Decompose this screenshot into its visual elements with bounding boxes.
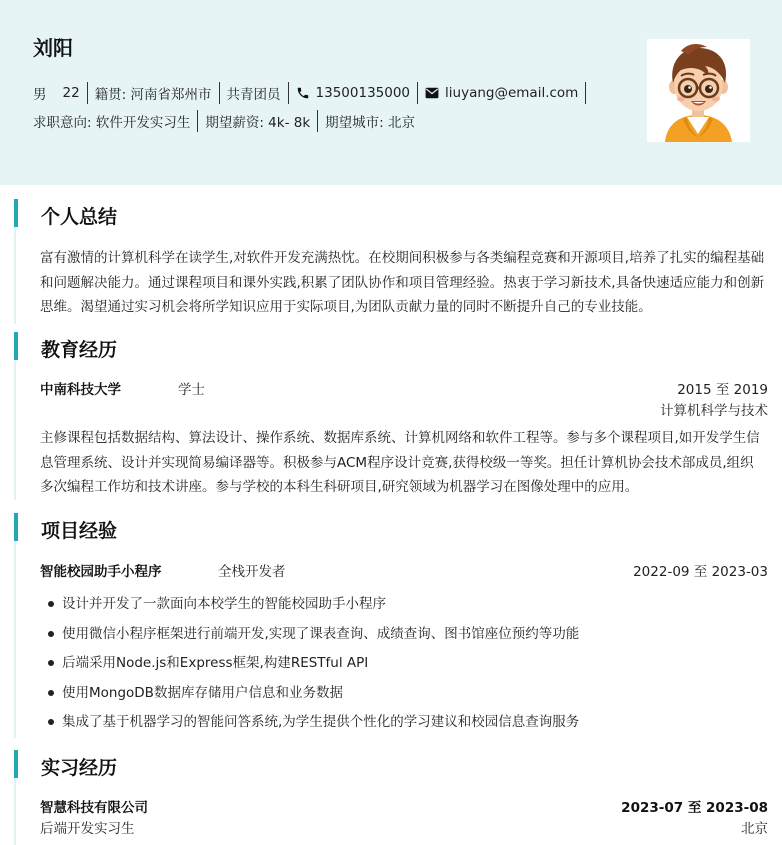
age: 22: [62, 85, 80, 101]
job-intent-row: [33, 109, 422, 133]
section-guide-line: [14, 541, 16, 738]
resume-header: [0, 0, 782, 185]
internship-location: 北京: [741, 821, 768, 837]
hometown: 籍贯: 河南省郑州市: [88, 82, 220, 104]
internship-position: 后端开发实习生: [40, 821, 135, 837]
section-accent-bar: [14, 199, 18, 227]
list-item: 集成了基于机器学习的智能问答系统,为学生提供个性化的学习建议和校园信息查询服务: [40, 712, 768, 742]
section-guide-line: [14, 778, 16, 845]
section-guide-line: [14, 360, 16, 500]
phone[interactable]: 13500135000: [289, 82, 418, 104]
section-title: 项目经验: [41, 520, 118, 542]
section-title: 实习经历: [41, 757, 118, 779]
job-intent: 求职意向: 软件开发实习生: [33, 110, 198, 132]
section-title: 个人总结: [41, 206, 118, 228]
gender: 男: [33, 87, 47, 103]
major-row: [40, 399, 768, 421]
company-name: 智慧科技有限公司: [40, 800, 148, 816]
phone-icon: [296, 86, 310, 100]
list-item: 后端采用Node.js和Express框架,构建RESTful API: [40, 653, 768, 683]
degree: 学士: [178, 382, 205, 398]
email[interactable]: liuyang@email.com: [418, 82, 586, 104]
summary-text: 富有激情的计算机科学在读学生,对软件开发充满热忱。在校期间积极参与各类编程竞赛和开源项目,培养了扎实的编程基础和问题解决能力。通过课程项目和课外实践,积累了团队协作和项目管理经验。热衷于学习新技术,具备快速适应能力和创新思维。渴望通过实习机会将所学知识应用于实际项目,为团队贡献力量的同时不断提升自己的专业技能。: [40, 250, 765, 315]
project-name: 智能校园助手小程序: [40, 564, 162, 580]
internship-period: 2023-07 至 2023-08: [621, 800, 768, 816]
section-accent-bar: [14, 332, 18, 360]
project-bullets: [40, 594, 768, 742]
expected-city: 期望城市: 北京: [325, 115, 416, 131]
project-role: 全栈开发者: [218, 564, 286, 580]
project-header-row: [40, 560, 768, 582]
education-period: 2015 至 2019: [677, 382, 768, 398]
list-item: 使用微信小程序框架进行前端开发,实现了课表查询、成绩查询、图书馆座位预约等功能: [40, 624, 768, 654]
section-guide-line: [14, 227, 16, 324]
project-period: 2022-09 至 2023-03: [633, 564, 768, 580]
political-status: 共青团员: [220, 82, 289, 104]
basic-info-row: [33, 81, 586, 105]
section-accent-bar: [14, 750, 18, 778]
gender-age: [33, 82, 88, 104]
major: 计算机科学与技术: [660, 403, 768, 419]
expected-salary: 期望薪资: 4k- 8k: [198, 110, 318, 132]
section-accent-bar: [14, 513, 18, 541]
avatar-photo: [647, 39, 750, 142]
section-title: 教育经历: [41, 339, 118, 361]
mail-icon: [425, 87, 439, 99]
list-item: 使用MongoDB数据库存储用户信息和业务数据: [40, 683, 768, 713]
education-text: 主修课程包括数据结构、算法设计、操作系统、数据库系统、计算机网络和软件工程等。参与多个课程项目,如开发学生信息管理系统、设计并实现简易编译器等。积极参与ACM程序设计竞赛,获得校级一等奖。担任计算机协会技术部成员,组织多次编程工作坊和技术讲座。参与学校的本科生科研项目,研究领域为机器学习在图像处理中的应用。: [40, 430, 760, 495]
internship-header-row: [40, 796, 768, 818]
school-name: 中南科技大学: [40, 382, 121, 398]
internship-detail-row: [40, 817, 768, 839]
list-item: 设计并开发了一款面向本校学生的智能校园助手小程序: [40, 594, 768, 624]
candidate-name: 刘阳: [33, 36, 73, 60]
education-header-row: [40, 378, 768, 400]
